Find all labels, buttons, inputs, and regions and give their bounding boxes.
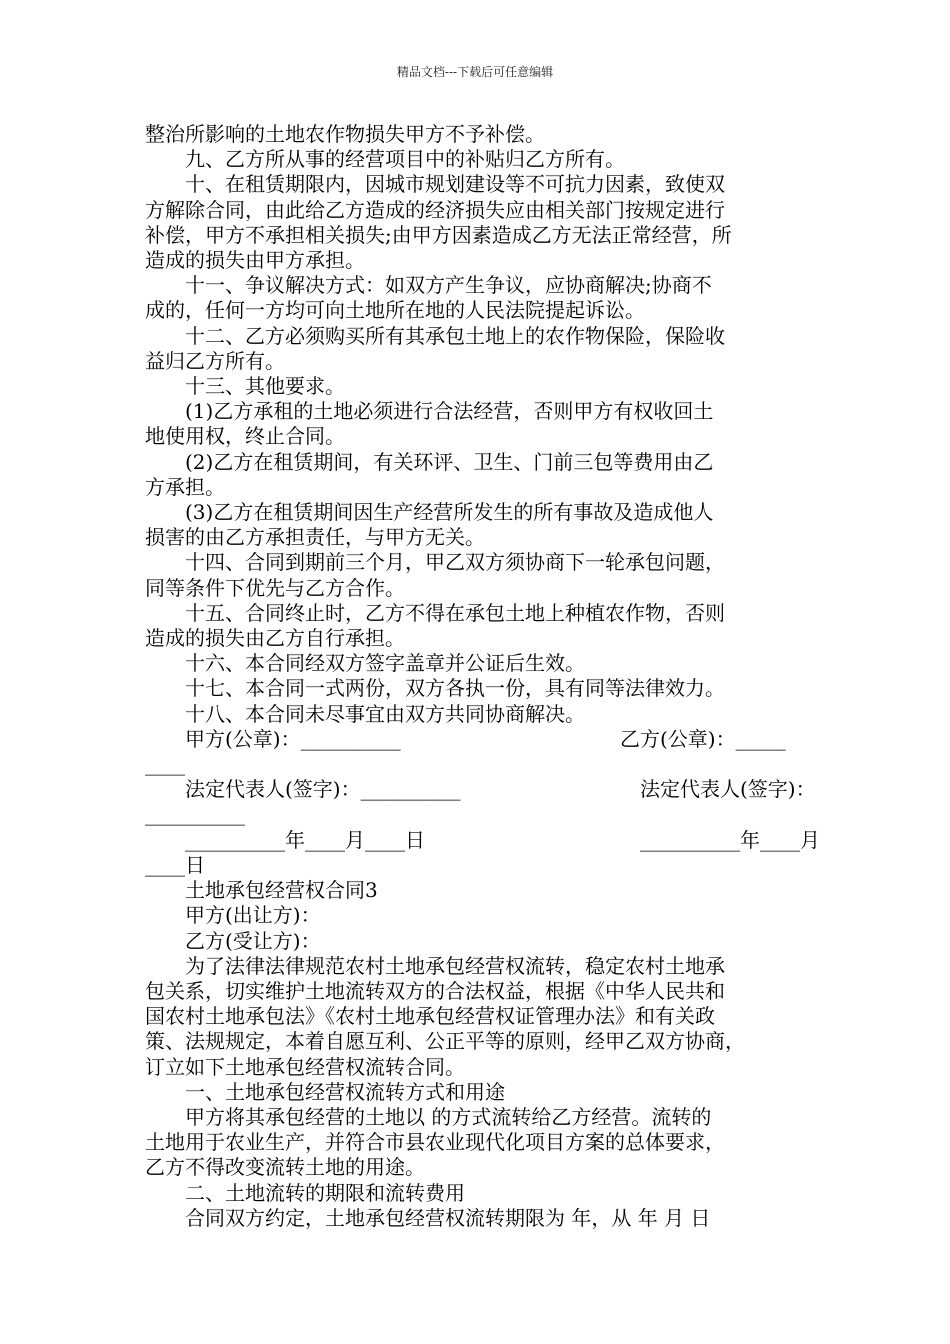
text-line: 损害的由乙方承担责任，与甲方无关。 [145,525,485,550]
text-line: 十三、其他要求。 [145,374,345,399]
party-b-representative-continuation: __________ [145,802,245,827]
text-line: (1)乙方承租的土地必须进行合法经营，否则甲方有权收回土 [145,399,714,424]
text-line: 甲方将其承包经营的土地以 的方式流转给乙方经营。流转的 [145,1104,712,1129]
text-line: 一、土地承包经营权流转方式和用途 [145,1079,505,1104]
contract-clauses [145,122,810,727]
date-row [145,827,820,853]
text-line: 十八、本合同未尽事宜由双方共同协商解决。 [145,701,585,726]
text-line: 乙方(受让方)： [145,928,321,953]
text-line: 十二、乙方必须购买所有其承包土地上的农作物保险，保险收 [145,323,725,348]
text-line: 十七、本合同一式两份，双方各执一份，具有同等法律效力。 [145,676,725,701]
text-line: 十一、争议解决方式：如双方产生争议，应协商解决;协商不 [145,273,712,298]
text-line: 国农村土地承包法》《农村土地承包经营权证管理办法》和有关政 [145,1004,715,1029]
text-line: 方承担。 [145,474,225,499]
text-line: 造成的损失由乙方自行承担。 [145,626,405,651]
seal-row [145,727,810,752]
text-line: 同等条件下优先与乙方合作。 [145,575,405,600]
party-b-seal: 乙方(公章)：_____ [620,726,786,751]
text-line: 益归乙方所有。 [145,348,285,373]
text-line: 成的，任何一方均可向土地所在地的人民法院提起诉讼。 [145,298,645,323]
page-header: 精品文档---下载后可任意编辑 [396,65,554,79]
text-line: 十六、本合同经双方签字盖章并公证后生效。 [145,651,585,676]
party-b-date-continuation: ____日 [145,852,205,877]
text-line: 地使用权，终止合同。 [145,424,345,449]
text-line: 为了法律法律规范农村土地承包经营权流转，稳定农村土地承 [145,953,725,978]
contract-3-section [145,878,810,1231]
text-line: 土地用于农业生产，并符合市县农业现代化项目方案的总体要求， [145,1130,725,1155]
text-line: 二、土地流转的期限和流转费用 [145,1180,465,1205]
text-line: 十、在租赁期限内，因城市规划建设等不可抗力因素，致使双 [145,172,725,197]
signature-block [145,726,820,878]
party-b-seal-continuation: ____ [145,752,185,777]
party-a-seal: 甲方(公章)：__________ [145,726,401,751]
text-line: 策、法规规定，本着自愿互利、公正平等的原则，经甲乙双方协商， [145,1029,745,1054]
text-line: (3)乙方在租赁期间因生产经营所发生的所有事故及造成他人 [145,500,714,525]
text-line: 造成的损失由甲方承担。 [145,248,365,273]
text-line: 包关系，切实维护土地流转双方的合法权益，根据《中华人民共和 [145,978,725,1003]
party-b-representative: 法定代表人(签字)： [620,777,816,802]
text-line: 合同双方约定，土地承包经营权流转期限为 年，从 年 月 日 [145,1205,711,1230]
text-line: 方解除合同，由此给乙方造成的经济损失应由相关部门按规定进行 [145,197,725,222]
text-line: 乙方不得改变流转土地的用途。 [145,1155,425,1180]
text-line: (2)乙方在租赁期间，有关环评、卫生、门前三包等费用由乙 [145,449,714,474]
text-line: 订立如下土地承包经营权流转合同。 [145,1054,465,1079]
text-line: 十五、合同终止时，乙方不得在承包土地上种植农作物，否则 [145,600,725,625]
section-title: 土地承包经营权合同3 [145,878,378,903]
text-line: 九、乙方所从事的经营项目中的补贴归乙方所有。 [145,147,625,172]
text-line: 甲方(出让方)： [145,903,321,928]
text-line: 整治所影响的土地农作物损失甲方不予补偿。 [145,122,545,146]
document-body [145,122,820,1231]
party-b-date: __________年____月 [620,827,820,852]
party-a-date: __________年____月____日 [145,827,425,852]
text-line: 补偿，甲方不承担相关损失;由甲方因素造成乙方无法正常经营，所 [145,222,732,247]
party-a-representative: 法定代表人(签字)：__________ [145,777,461,802]
text-line: 十四、合同到期前三个月，甲乙双方须协商下一轮承包问题， [145,550,725,575]
representative-row [145,777,816,802]
